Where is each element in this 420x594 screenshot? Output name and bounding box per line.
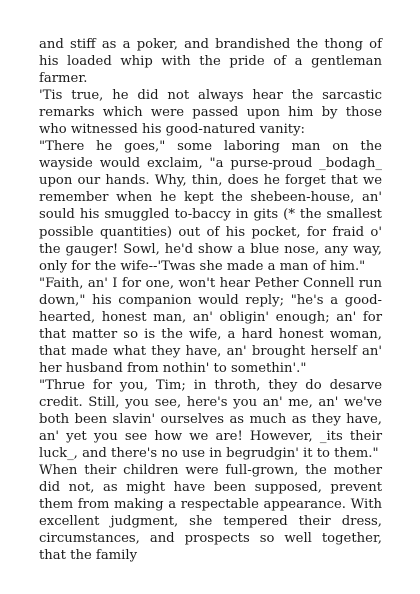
paragraph: When their children were full-grown, the mother did not, as might have been supposed, prevent them from making a respectable appearance. With excellent judgment, she tempered their dress, circumstances, and prospects so well together, that the family: [39, 463, 382, 564]
paragraph: 'Tis true, he did not always hear the sarcastic remarks which were passed upon him by those who witnessed his good-natured vanity:: [39, 88, 382, 138]
paragraph: "There he goes," some laboring man on the wayside would exclaim, "a purse-proud _bodagh_ upon our hands. Why, thin, does he forget that we remember when he kept the shebeen-house, an' sould his smuggled to-baccy in gits (* the smallest possible quantities) out of his pocket, for fraid o' the gauger! Sowl, he'd show a blue nose, any way, only for the wife--'Twas she made a man of him.": [39, 139, 382, 274]
paragraph: and stiff as a poker, and brandished the thong of his loaded whip with the pride of a gentleman farmer.: [39, 37, 382, 87]
paragraph: "Thrue for you, Tim; in throth, they do desarve credit. Still, you see, here's you an' me, an' we've both been slavin' ourselves as much as they have, an' yet you see how we are! However, _its their luck_, and there's no use in begrudgin' it to them.": [39, 377, 382, 462]
page-body: [39, 36, 382, 564]
paragraph: "Faith, an' I for one, won't hear Pether Connell run down," his companion would reply; "he's a good-hearted, honest man, an' obligin' enough; an' for that matter so is the wife, a hard honest woman, that made what they have, an' brought herself an' her husband from nothin' to somethin'.": [39, 275, 382, 376]
